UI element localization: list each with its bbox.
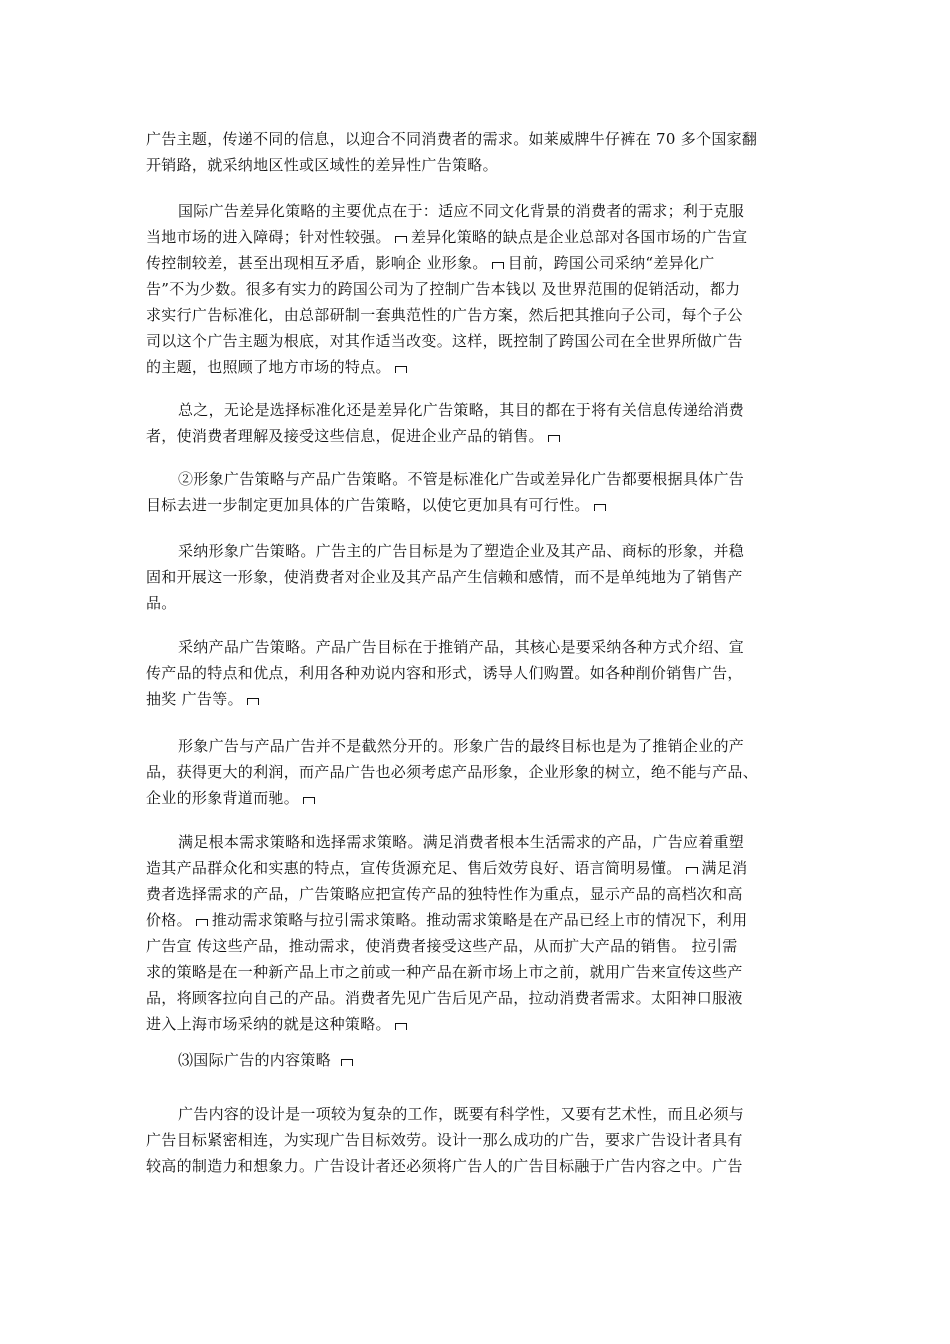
text-line: 固和开展这一形象，使消费者对企业及其产品产生信赖和感情，而不是单纯地为了销售产 [146, 568, 743, 586]
text-segment: 目标去进一步制定更加具体的广告策略，以使它更加具有可行性。 [146, 496, 590, 514]
text-segment: 企业的形象背道而驰。 [146, 789, 300, 807]
paragraph-mark-icon [686, 867, 698, 874]
text-line [146, 250, 806, 276]
paragraph [146, 126, 806, 178]
paragraph [146, 634, 806, 712]
paragraph-mark-icon [395, 236, 407, 243]
text-line: 求的策略是在一种新产品上市之前或一种产品在新市场上市之前，就用广告来宣传这些产 [146, 963, 743, 981]
text-line [146, 224, 806, 250]
text-line: 广告宣 传这些产品，推动需求，使消费者接受这些产品，从而扩大产品的销售。 拉引需 [146, 937, 738, 955]
text-line: 开销路，就采纳地区性或区域性的差异性广告策略。 [146, 156, 498, 174]
paragraph-mark-icon [395, 366, 407, 373]
text-line [146, 423, 806, 449]
text-line: 满足根本需求策略和选择需求策略。满足消费者根本生活需求的产品，广告应着重塑 [178, 833, 745, 851]
text-line: 传产品的特点和优点，利用各种劝说内容和形式，诱导人们购置。如各种削价销售广告， [146, 664, 743, 682]
paragraph [146, 538, 806, 616]
paragraph [146, 1101, 806, 1179]
text-segment: 传控制较差，甚至出现相互矛盾，影响企 业形象。 [146, 254, 488, 272]
text-segment: 推动需求策略与拉引需求策略。推动需求策略是在产品已经上市的情况下，利用 [211, 911, 748, 929]
text-line [146, 785, 806, 811]
text-segment: 进入上海市场采纳的就是这种策略。 [146, 1015, 391, 1033]
text-segment: 当地市场的进入障碍；针对性较强。 [146, 228, 391, 246]
paragraph-mark-icon [594, 504, 606, 511]
text-line: 品，获得更大的利润，而产品广告也必须考虑产品形象，企业形象的树立，绝不能与产品、 [146, 763, 759, 781]
text-line: 广告目标紧密相连，为实现广告目标效劳。设计一那么成功的广告，要求广告设计者具有 [146, 1131, 743, 1149]
text-line: 采纳形象广告策略。广告主的广告目标是为了塑造企业及其产品、商标的形象，并稳 [178, 542, 745, 560]
text-segment: 的主题，也照顾了地方市场的特点。 [146, 358, 391, 376]
paragraph [146, 198, 806, 380]
paragraph [146, 829, 806, 1037]
text-line [146, 492, 806, 518]
text-line: 费者选择需求的产品，广告策略应把宣传产品的独特性作为重点，显示产品的高档次和高 [146, 885, 743, 903]
text-segment: 抽奖 广告等。 [146, 690, 243, 708]
text-line [146, 855, 806, 881]
text-line: ②形象广告策略与产品广告策略。不管是标准化广告或差异化广告都要根据具体广告 [178, 470, 745, 488]
text-segment: 目前，跨国公司采纳“差异化广 [507, 254, 715, 272]
paragraph [146, 466, 806, 518]
paragraph-mark-icon [341, 1059, 353, 1066]
text-line [146, 686, 806, 712]
paragraph [146, 733, 806, 811]
text-line [146, 354, 806, 380]
text-line: 告”不为少数。很多有实力的跨国公司为了控制广告本钱以 及世界范围的促销活动，都力 [146, 280, 741, 298]
paragraph [146, 397, 806, 449]
text-segment: 满足消 [701, 859, 748, 877]
section-heading [146, 1047, 806, 1073]
text-segment: 价格。 [146, 911, 192, 929]
text-line: 广告主题，传递不同的信息，以迎合不同消费者的需求。如莱威牌牛仔裤在 70 多个国家翻 [146, 130, 758, 148]
text-line: 司以这个广告主题为根底，对其作适当改变。这样，既控制了跨国公司在全世界所做广告 [146, 332, 743, 350]
text-line: 总之，无论是选择标准化还是差异化广告策略，其目的都在于将有关信息传递给消费 [178, 401, 745, 419]
text-segment: 造其产品群众化和实惠的特点，宣传货源充足、售后效劳良好、语言简明易懂。 [146, 859, 682, 877]
paragraph-mark-icon [303, 797, 315, 804]
paragraph-mark-icon [247, 698, 259, 705]
text-line: 国际广告差异化策略的主要优点在于：适应不同文化背景的消费者的需求；利于克服 [178, 202, 745, 220]
text-line: 较高的制造力和想象力。广告设计者还必须将广告人的广告目标融于广告内容之中。广告 [146, 1157, 743, 1175]
text-line: 广告内容的设计是一项较为复杂的工作，既要有科学性，又要有艺术性，而且必须与 [178, 1105, 745, 1123]
text-line: 采纳产品广告策略。产品广告目标在于推销产品，其核心是要采纳各种方式介绍、宣 [178, 638, 745, 656]
text-line: 求实行广告标准化，由总部研制一套典范性的广告方案，然后把其推向子公司，每个子公 [146, 306, 743, 324]
text-line: 品，将顾客拉向自己的产品。消费者先见广告后见产品，拉动消费者需求。太阳神口服液 [146, 989, 743, 1007]
text-line [146, 907, 806, 933]
text-line: 品。 [146, 594, 177, 612]
text-segment: ⑶国际广告的内容策略 [178, 1051, 332, 1069]
text-line [146, 1047, 806, 1073]
text-segment: 者，使消费者理解及接受这些信息，促进企业产品的销售。 [146, 427, 544, 445]
text-line: 形象广告与产品广告并不是截然分开的。形象广告的最终目标也是为了推销企业的产 [178, 737, 745, 755]
paragraph-mark-icon [492, 262, 504, 269]
paragraph-mark-icon [196, 919, 208, 926]
paragraph-mark-icon [548, 435, 560, 442]
text-line [146, 1011, 806, 1037]
paragraph-mark-icon [395, 1023, 407, 1030]
text-segment: 差异化策略的缺点是企业总部对各国市场的广告宣 [410, 228, 748, 246]
